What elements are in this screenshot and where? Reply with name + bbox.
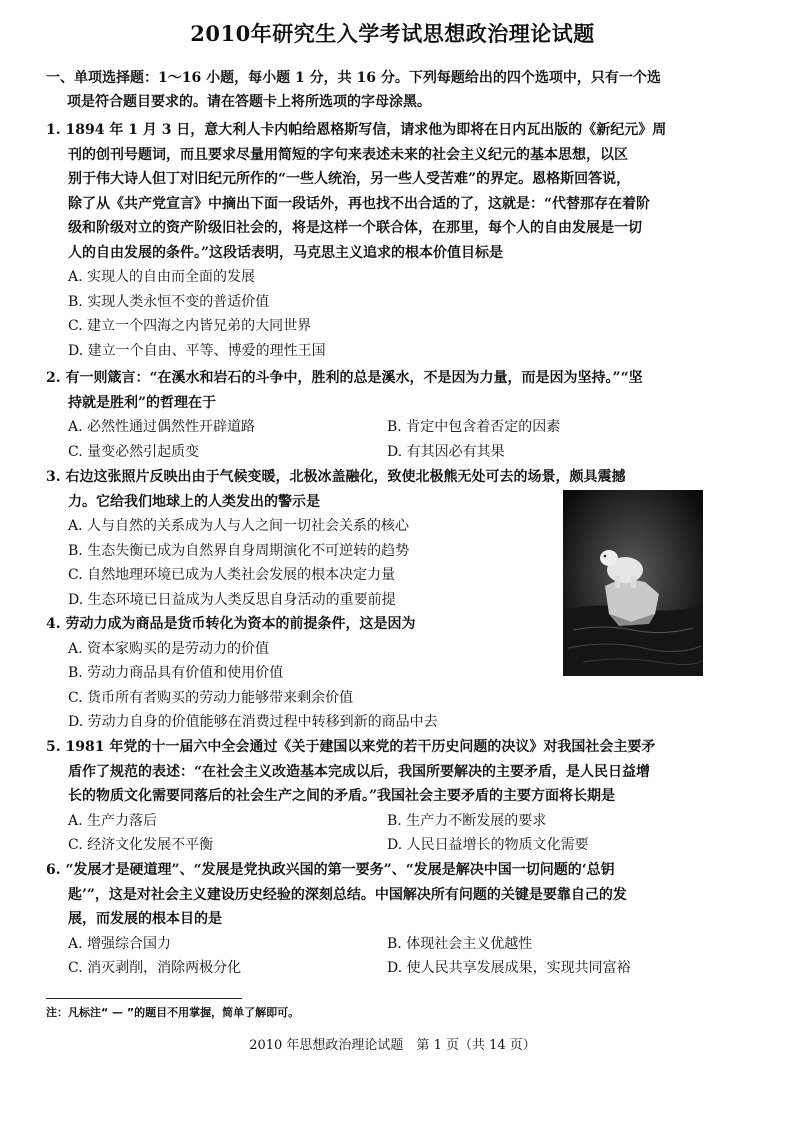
question-5-stem — [46, 735, 706, 809]
q6-line-3: 展，而发展的根本目的是 — [68, 911, 222, 927]
question-2-stem — [46, 366, 706, 415]
section-line-1: 一、单项选择题：1～16 小题，每小题 1 分，共 16 分。下列每题给出的四个选项中，只有一个选 — [46, 70, 661, 86]
q6-line-2: 匙’”，这是对社会主义建设历史经验的深刻总结。中国解决所有问题的关键是要靠自己的发 — [68, 886, 627, 903]
q6-option-c: C. 消灭剥削，消除两极分化 — [68, 960, 242, 976]
question-2 — [46, 366, 706, 464]
q4-option-a: A. 资本家购买的是劳动力的价值 — [68, 640, 270, 657]
q1-line-2: 刊的创刊号题词，而且要求尽量用简短的字句来表述未来的社会主义纪元的基本思想，以区 — [68, 146, 628, 163]
q5-option-c: C. 经济文化发展不平衡 — [68, 837, 214, 853]
q5-option-b: B. 生产力不断发展的要求 — [387, 812, 547, 829]
q5-line-1: 5. 1981 年党的十一届六中全会通过《关于建国以来党的若干历史问题的决议》对我国社会主要矛 — [46, 739, 656, 755]
q1-line-3: 别于伟大诗人但丁对旧纪元所作的“一些人统治，另一些人受苦难”的界定。恩格斯回答说， — [68, 171, 631, 187]
q2-option-d: D. 有其因必有其果 — [387, 443, 505, 460]
question-5 — [46, 735, 706, 858]
q4-option-c: C. 货币所有者购买的劳动力能够带来剩余价值 — [68, 689, 354, 706]
page-title: 2010年研究生入学考试思想政治理论试题 — [190, 21, 595, 46]
q2-option-c: C. 量变必然引起质变 — [68, 443, 200, 460]
q3-line-1: 3. 右边这张照片反映出由于气候变暖，北极冰盖融化，致使北极熊无处可去的场景，颇具震撼 — [46, 469, 626, 485]
q4-option-b: B. 劳动力商品具有价值和使用价值 — [68, 665, 284, 681]
q2-options-row-2 — [46, 440, 706, 465]
q1-line-1: 1. 1894 年 1 月 3 日，意大利人卡内帕给恩格斯写信，请求他为即将在日内瓦出版的《新纪元》周 — [46, 122, 667, 138]
q2-line-1: 2. 有一则箴言：“在溪水和岩石的斗争中，胜利的总是溪水，不是因为力量，而是因为坚持。”“坚 — [46, 370, 643, 386]
q5-line-2: 盾作了规范的表述：“在社会主义改造基本完成以后，我国所要解决的主要矛盾，是人民日益增 — [68, 763, 651, 780]
q6-options-row-2 — [46, 956, 706, 981]
q2-options-row-1 — [46, 415, 706, 440]
q2-option-b: B. 肯定中包含着否定的因素 — [387, 419, 561, 435]
question-1-stem — [46, 118, 706, 265]
q6-option-d: D. 使人民共享发展成果，实现共同富裕 — [387, 960, 631, 976]
question-6-stem — [46, 858, 706, 932]
q6-line-1: 6. “发展才是硬道理”、“发展是党执政兴国的第一要务”、“发展是解决中国一切问题的‘总钥 — [46, 862, 615, 878]
q6-option-b: B. 体现社会主义优越性 — [387, 935, 533, 952]
q3-option-a: A. 人与自然的关系成为人与人之间一切社会关系的核心 — [68, 518, 410, 534]
question-4 — [46, 612, 706, 735]
section-instructions — [46, 66, 716, 114]
question-6 — [46, 858, 706, 981]
q6-option-a: A. 增强综合国力 — [68, 935, 172, 952]
section-line-2: 项是符合题目要求的。请在答题卡上将所选项的字母涂黑。 — [67, 94, 431, 110]
q5-options-row-1 — [46, 809, 706, 834]
q1-option-d: D. 建立一个自由、平等、博爱的理性王国 — [68, 342, 326, 359]
q1-line-4: 除了从《共产党宣言》中摘出下面一段话外，再也找不出合适的了，这就是：“代替那存在着阶 — [68, 195, 651, 212]
question-1 — [46, 118, 706, 363]
footnote-divider — [46, 998, 242, 999]
q2-line-2: 持就是胜利”的哲理在于 — [68, 394, 217, 411]
footnote: 注：凡标注“ — ”的题目不用掌握，简单了解即可。 — [46, 1006, 300, 1019]
q5-option-d: D. 人民日益增长的物质文化需要 — [387, 837, 589, 853]
q3-option-c: C. 自然地理环境已成为人类社会发展的根本决定力量 — [68, 567, 396, 583]
q5-line-3: 长的物质文化需要同落后的社会生产之间的矛盾。”我国社会主要矛盾的主要方面将长期是 — [68, 788, 616, 804]
q1-option-c: C. 建立一个四海之内皆兄弟的大同世界 — [68, 318, 312, 334]
q2-option-a: A. 必然性通过偶然性开辟道路 — [68, 419, 256, 435]
q1-option-b: B. 实现人类永恒不变的普适价值 — [68, 293, 270, 310]
q6-options-row-1 — [46, 932, 706, 957]
q3-line-2: 力。它给我们地球上的人类发出的警示是 — [68, 493, 320, 510]
q5-options-row-2 — [46, 833, 706, 858]
q1-line-6: 人的自由发展的条件。”这段话表明，马克思主义追求的根本价值目标是 — [68, 244, 504, 261]
q1-line-5: 级和阶级对立的资产阶级旧社会的，将是这样一个联合体，在那里，每个人的自由发展是一切 — [68, 220, 642, 236]
q1-option-a: A. 实现人的自由而全面的发展 — [68, 269, 256, 285]
q4-line-1: 4. 劳动力成为商品是货币转化为资本的前提条件，这是因为 — [46, 616, 416, 632]
q3-option-b: B. 生态失衡已成为自然界自身周期演化不可逆转的趋势 — [68, 542, 410, 559]
q4-option-d: D. 劳动力自身的价值能够在消费过程中转移到新的商品中去 — [68, 714, 438, 730]
page-footer: 2010 年思想政治理论试题 第 1 页（共 14 页） — [249, 1038, 536, 1053]
q5-option-a: A. 生产力落后 — [68, 812, 158, 829]
q3-option-d: D. 生态环境已日益成为人类反思自身活动的重要前提 — [68, 591, 396, 608]
question-4-stem — [46, 612, 706, 637]
